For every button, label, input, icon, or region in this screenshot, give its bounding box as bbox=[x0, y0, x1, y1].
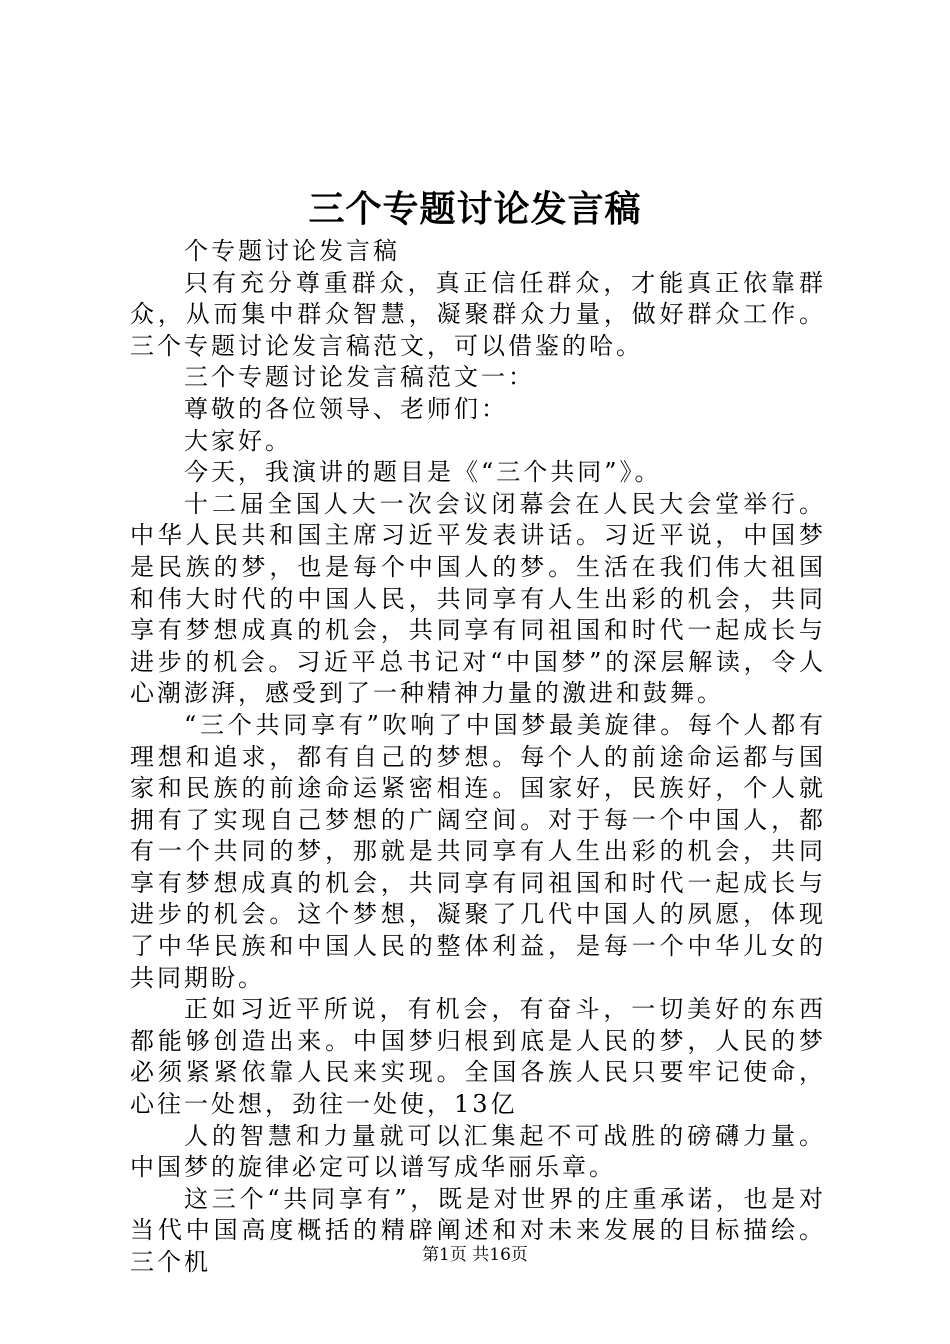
paragraph: 三个专题讨论发言稿范文一： bbox=[184, 363, 535, 392]
paragraph: 人的智慧和力量就可以汇集起不可战胜的磅礴力量。中国梦的旋律必定可以谱写成华丽乐章。 bbox=[130, 1121, 826, 1182]
paragraph: 十二届全国人大一次会议闭幕会在人民大会堂举行。中华人民共和国主席习近平发表讲话。习近平说，中国梦是民族的梦，也是每个中国人的梦。生活在我们伟大祖国和伟大时代的中国人民，共同享有人生出彩的机会，共同享有梦想成真的机会，共同享有同祖国和时代一起成长与进步的机会。习近平总书记对“中国梦”的深层解读，令人心潮澎湃，感受到了一种精神力量的激进和鼓舞。 bbox=[130, 489, 826, 708]
paragraph: 今天，我演讲的题目是《“三个共同”》。 bbox=[184, 458, 662, 487]
paragraph: 尊敬的各位领导、老师们： bbox=[184, 394, 508, 423]
paragraph: 只有充分尊重群众，真正信任群众，才能真正依靠群众，从而集中群众智慧，凝聚群众力量，做好群众工作。三个专题讨论发言稿范文，可以借鉴的哈。 bbox=[130, 268, 826, 360]
page-footer: 第1页 共16页 bbox=[422, 1245, 528, 1265]
paragraph: 这三个“共同享有”，既是对世界的庄重承诺，也是对当代中国高度概括的精辟阐述和对未来发展的目标描绘。三个机 bbox=[130, 1184, 826, 1276]
document-body bbox=[130, 236, 826, 1279]
paragraph: 个专题讨论发言稿 bbox=[184, 237, 400, 265]
paragraph: 大家好。 bbox=[184, 426, 292, 455]
paragraph: “三个共同享有”吹响了中国梦最美旋律。每个人都有理想和追求，都有自己的梦想。每个人的前途命运都与国家和民族的前途命运紧密相连。国家好，民族好，个人就拥有了实现自己梦想的广阔空间。对于每一个中国人，都有一个共同的梦，那就是共同享有人生出彩的机会，共同享有梦想成真的机会，共同享有同祖国和时代一起成长与进步的机会。这个梦想，凝聚了几代中国人的夙愿，体现了中华民族和中国人民的整体利益，是每一个中华儿女的共同期盼。 bbox=[130, 710, 826, 992]
paragraph: 正如习近平所说，有机会，有奋斗，一切美好的东西都能够创造出来。中国梦归根到底是人民的梦，人民的梦必须紧紧依靠人民来实现。全国各族人民只要牢记使命，心往一处想，劲往一处使，13亿 bbox=[130, 995, 826, 1119]
document-title: 三个专题讨论发言稿 bbox=[308, 188, 642, 230]
